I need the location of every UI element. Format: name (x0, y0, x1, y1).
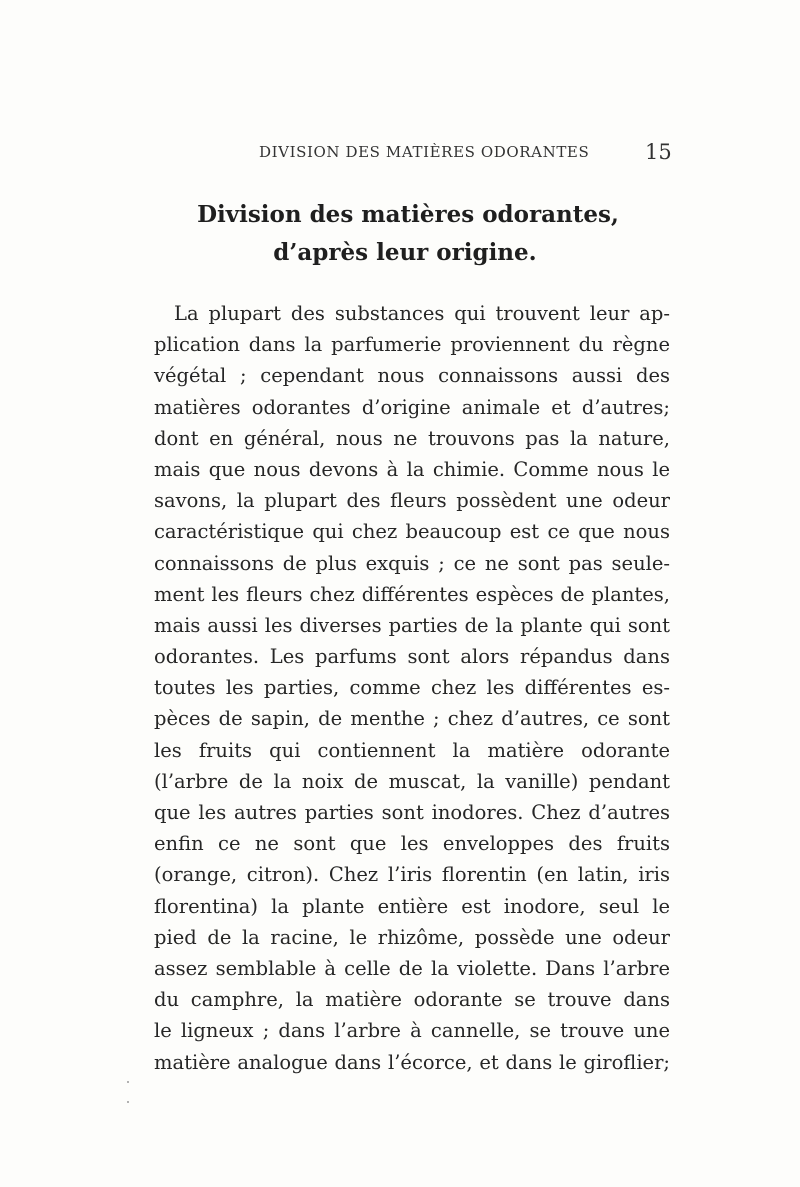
body-line: végétal ; cependant nous connaissons aussi des (154, 364, 670, 388)
body-line: La plupart des substances qui trouvent leur ap- (174, 302, 670, 325)
body-line: que les autres parties sont inodores. Chez d’autres (154, 801, 670, 824)
body-line: florentina) la plante entière est inodore, seul le (154, 894, 670, 918)
body-line: plication dans la parfumerie proviennent du règne (154, 333, 670, 357)
body-line: savons, la plupart des fleurs possèdent une odeur (154, 489, 670, 513)
body-line: pied de la racine, le rhizôme, possède une odeur (154, 925, 670, 949)
body-line: caractéristique qui chez beaucoup est ce que nous (154, 520, 670, 544)
section-heading-line-1: Division des matières odorantes, (197, 201, 619, 228)
body-line: matières odorantes d’origine animale et d’autres; (154, 395, 670, 419)
body-line: les fruits qui contiennent la matière odorante (154, 738, 670, 762)
body-line: enfin ce ne sont que les enveloppes des fruits (154, 832, 670, 856)
body-line: mais que nous devons à la chimie. Comme nous le (154, 457, 670, 481)
body-line: dont en général, nous ne trouvons pas la nature, (154, 426, 670, 450)
paper-speck (127, 1081, 129, 1083)
page-number: 15 (645, 140, 672, 164)
body-line: mais aussi les diverses parties de la plante qui sont (154, 613, 670, 637)
section-heading-line-2: d’après leur origine. (273, 239, 537, 266)
body-line: le ligneux ; dans l’arbre à cannelle, se trouve une (154, 1019, 670, 1043)
body-line: du camphre, la matière odorante se trouve dans (154, 988, 670, 1012)
section-heading (0, 196, 800, 272)
body-line: matière analogue dans l’écorce, et dans le giroflier; (154, 1050, 670, 1074)
body-line: (orange, citron). Chez l’iris florentin (en latin, iris (154, 863, 670, 887)
body-line: (l’arbre de la noix de muscat, la vanille) pendant (154, 769, 670, 793)
body-line: connaissons de plus exquis ; ce ne sont pas seule- (154, 551, 670, 575)
running-title: DIVISION DES MATIÈRES ODORANTES (259, 143, 590, 161)
running-header (0, 140, 800, 167)
body-line: odorantes. Les parfums sont alors répandus dans (154, 645, 670, 669)
body-line: ment les fleurs chez différentes espèces de plantes, (154, 582, 670, 606)
body-line: assez semblable à celle de la violette. Dans l’arbre (154, 956, 670, 980)
paper-speck (127, 1101, 129, 1103)
body-line: pèces de sapin, de menthe ; chez d’autres, ce sont (154, 707, 670, 731)
body-paragraph (154, 298, 670, 1078)
body-line: toutes les parties, comme chez les différentes es- (154, 676, 670, 700)
